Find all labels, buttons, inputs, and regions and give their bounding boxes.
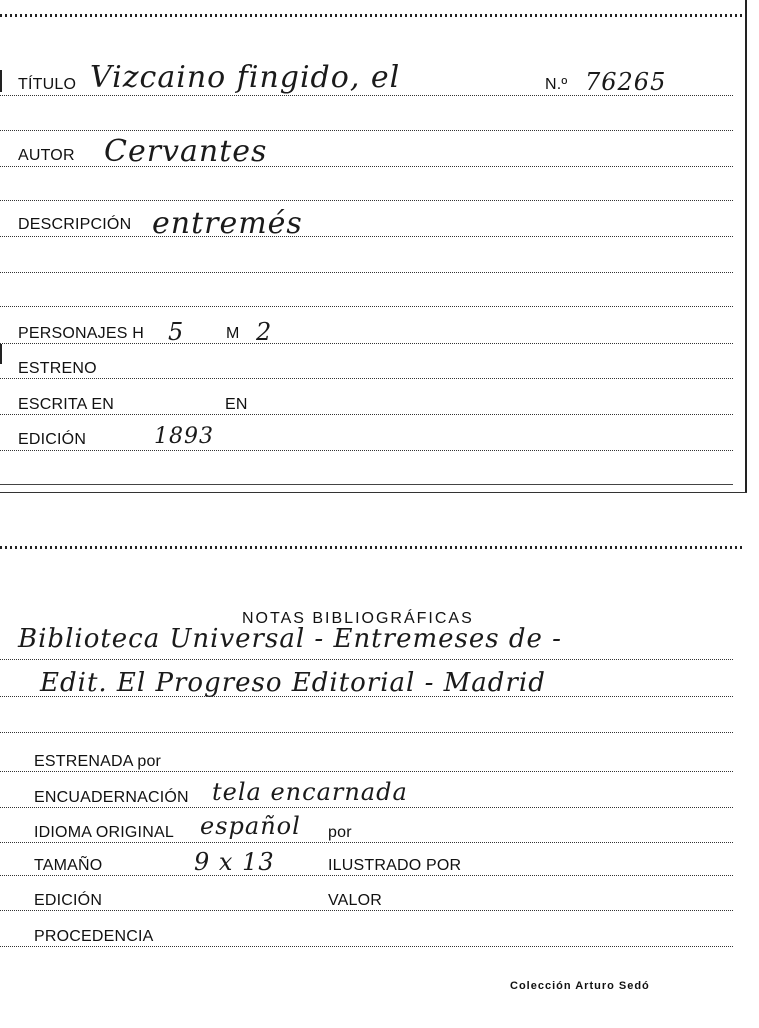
valor-label: VALOR [328, 892, 383, 909]
autor-label: AUTOR [18, 147, 75, 164]
escrita-en-label: EN [225, 396, 248, 413]
encuadernacion-label: ENCUADERNACIÓN [34, 789, 189, 806]
personajes-m-label: M [226, 325, 240, 342]
idioma-por-label: por [328, 824, 352, 841]
ruled-line [0, 378, 733, 379]
ruled-line [0, 732, 733, 733]
ruled-line [0, 807, 733, 808]
ruled-line [0, 946, 733, 947]
ruled-line [0, 236, 733, 237]
autor-value: Cervantes [104, 134, 268, 169]
numero-label: N.º [545, 76, 568, 93]
card-edge [0, 546, 745, 549]
notas-heading: NOTAS BIBLIOGRÁFICAS [242, 610, 474, 627]
ruled-line [0, 166, 733, 167]
edicion-value: 1893 [154, 424, 214, 449]
descripcion-label: DESCRIPCIÓN [18, 216, 132, 233]
ruled-line [0, 875, 733, 876]
idioma-value: español [200, 812, 301, 840]
escrita-label: ESCRITA EN [18, 396, 114, 413]
ruled-line [0, 200, 733, 201]
card-edge [0, 14, 745, 17]
titulo-value: Vizcaino fingido, el [90, 60, 401, 95]
idioma-label: IDIOMA ORIGINAL [34, 824, 174, 841]
estreno-label: ESTRENO [18, 360, 97, 377]
ruled-line [0, 842, 733, 843]
catalog-card-front [0, 0, 747, 492]
ruled-line [0, 130, 733, 131]
numero-value: 76265 [585, 68, 667, 96]
ilustrado-label: ILUSTRADO POR [328, 857, 462, 874]
descripcion-value: entremés [152, 206, 303, 241]
tamano-label: TAMAÑO [34, 857, 103, 874]
personajes-h-value: 5 [168, 318, 185, 346]
card-divider [0, 492, 747, 493]
tamano-value: 9 x 13 [194, 848, 275, 876]
note-line-1: Biblioteca Universal - Entremeses de - [18, 624, 562, 654]
titulo-label: TÍTULO [18, 76, 77, 93]
edge-mark [0, 70, 2, 92]
ruled-line [0, 414, 733, 415]
edge-mark [0, 344, 2, 364]
catalog-card-back [0, 546, 745, 1016]
ruled-line [0, 696, 733, 697]
personajes-m-value: 2 [256, 318, 273, 346]
personajes-label: PERSONAJES H [18, 325, 144, 342]
note-line-2: Edit. El Progreso Editorial - Madrid [40, 668, 546, 698]
ruled-line [0, 343, 733, 344]
estrenada-label: ESTRENADA por [34, 753, 162, 770]
edicion-label: EDICIÓN [18, 431, 87, 448]
ruled-line [0, 659, 733, 660]
ruled-line [0, 484, 733, 485]
ruled-line [0, 450, 733, 451]
procedencia-label: PROCEDENCIA [34, 928, 154, 945]
ruled-line [0, 306, 733, 307]
ruled-line [0, 771, 733, 772]
ruled-line [0, 272, 733, 273]
encuadernacion-value: tela encarnada [212, 778, 408, 806]
ruled-line [0, 910, 733, 911]
edicion-label-back: EDICIÓN [34, 892, 103, 909]
collection-footer: Colección Arturo Sedó [510, 980, 650, 992]
ruled-line [0, 95, 733, 96]
